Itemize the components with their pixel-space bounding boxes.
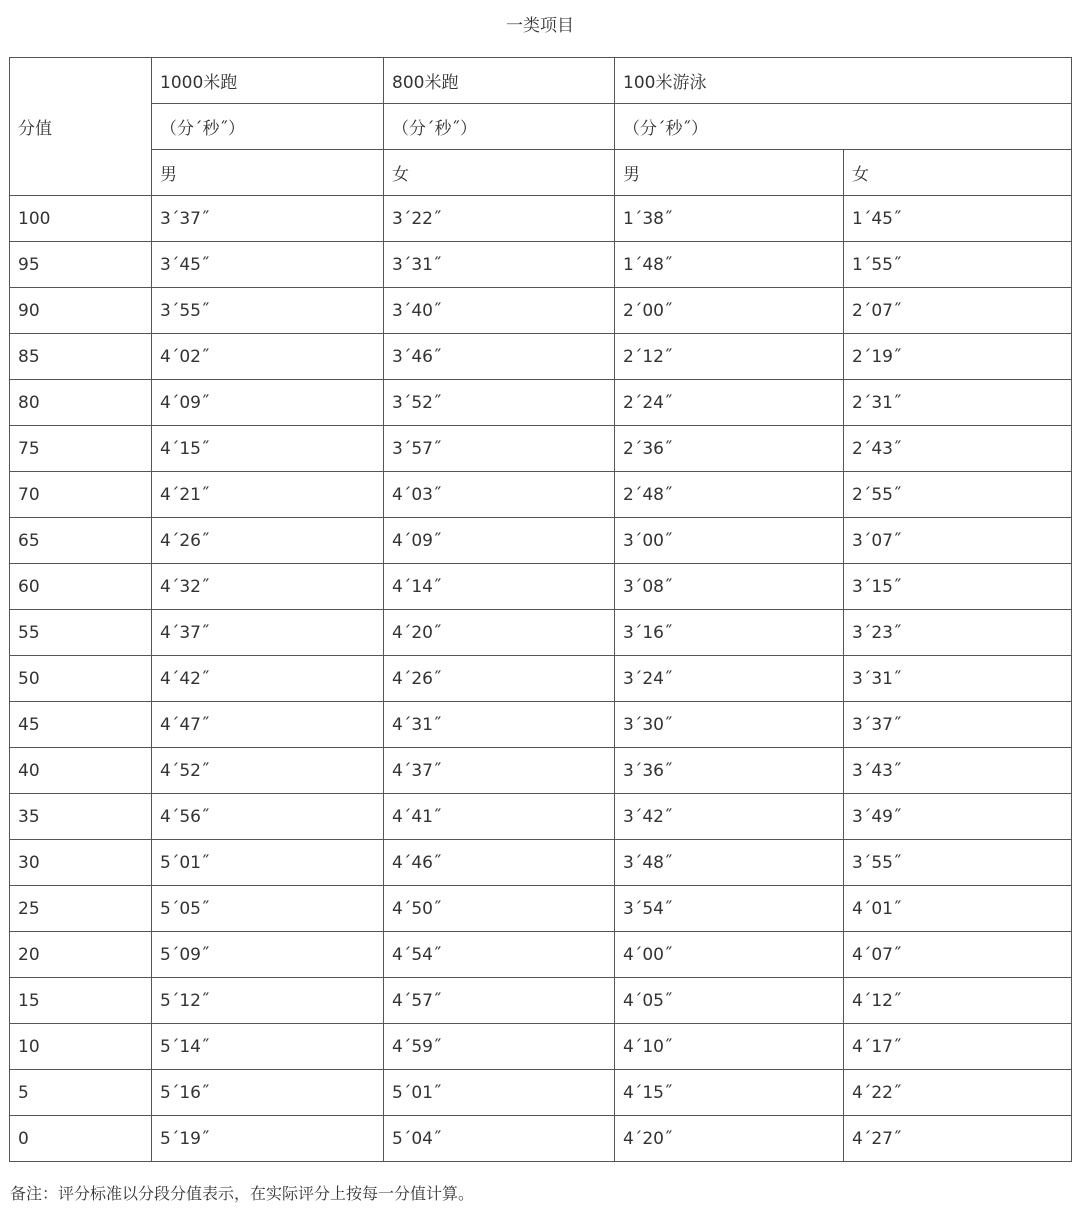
- table-row: [10, 1070, 1072, 1116]
- cell-swim-female: 3´43˝: [844, 748, 1072, 794]
- cell-score: 50: [10, 656, 152, 702]
- cell-swim-female: 4´22˝: [844, 1070, 1072, 1116]
- header-1000m: 1000米跑: [152, 58, 384, 104]
- cell-1000m-male: 5´16˝: [152, 1070, 384, 1116]
- cell-swim-male: 2´48˝: [615, 472, 844, 518]
- cell-1000m-male: 4´21˝: [152, 472, 384, 518]
- table-row: [10, 932, 1072, 978]
- cell-swim-male: 4´05˝: [615, 978, 844, 1024]
- cell-score: 0: [10, 1116, 152, 1162]
- cell-score: 80: [10, 380, 152, 426]
- cell-800m-female: 4´59˝: [384, 1024, 615, 1070]
- cell-swim-male: 2´24˝: [615, 380, 844, 426]
- header-row-1: [10, 58, 1072, 104]
- cell-swim-male: 3´42˝: [615, 794, 844, 840]
- header-swim-female: 女: [844, 150, 1072, 196]
- cell-swim-male: 3´24˝: [615, 656, 844, 702]
- cell-800m-female: 4´03˝: [384, 472, 615, 518]
- cell-1000m-male: 4´56˝: [152, 794, 384, 840]
- cell-800m-female: 5´04˝: [384, 1116, 615, 1162]
- cell-score: 70: [10, 472, 152, 518]
- cell-score: 30: [10, 840, 152, 886]
- table-row: [10, 288, 1072, 334]
- table-row: [10, 334, 1072, 380]
- cell-800m-female: 4´57˝: [384, 978, 615, 1024]
- cell-800m-female: 4´14˝: [384, 564, 615, 610]
- cell-1000m-male: 4´02˝: [152, 334, 384, 380]
- cell-swim-female: 2´43˝: [844, 426, 1072, 472]
- cell-swim-female: 3´31˝: [844, 656, 1072, 702]
- cell-swim-female: 3´07˝: [844, 518, 1072, 564]
- table-row: [10, 702, 1072, 748]
- cell-1000m-male: 4´32˝: [152, 564, 384, 610]
- header-100m-swim: 100米游泳: [615, 58, 1072, 104]
- header-swim-male: 男: [615, 150, 844, 196]
- cell-score: 60: [10, 564, 152, 610]
- cell-score: 55: [10, 610, 152, 656]
- cell-1000m-male: 5´12˝: [152, 978, 384, 1024]
- table-row: [10, 380, 1072, 426]
- cell-1000m-male: 4´42˝: [152, 656, 384, 702]
- header-unit-swim: （分´秒˝）: [615, 104, 1072, 150]
- cell-1000m-male: 4´26˝: [152, 518, 384, 564]
- cell-score: 40: [10, 748, 152, 794]
- cell-swim-male: 4´15˝: [615, 1070, 844, 1116]
- cell-800m-female: 3´52˝: [384, 380, 615, 426]
- table-row: [10, 886, 1072, 932]
- cell-swim-male: 3´08˝: [615, 564, 844, 610]
- cell-swim-female: 4´17˝: [844, 1024, 1072, 1070]
- table-row: [10, 472, 1072, 518]
- cell-swim-male: 4´20˝: [615, 1116, 844, 1162]
- cell-score: 35: [10, 794, 152, 840]
- cell-1000m-male: 5´05˝: [152, 886, 384, 932]
- cell-swim-female: 3´55˝: [844, 840, 1072, 886]
- cell-score: 20: [10, 932, 152, 978]
- table-row: [10, 242, 1072, 288]
- cell-swim-male: 2´36˝: [615, 426, 844, 472]
- cell-swim-female: 2´31˝: [844, 380, 1072, 426]
- cell-score: 100: [10, 196, 152, 242]
- table-row: [10, 978, 1072, 1024]
- cell-1000m-male: 4´47˝: [152, 702, 384, 748]
- cell-800m-female: 4´54˝: [384, 932, 615, 978]
- table-row: [10, 1116, 1072, 1162]
- cell-800m-female: 4´50˝: [384, 886, 615, 932]
- cell-800m-female: 3´40˝: [384, 288, 615, 334]
- cell-swim-male: 4´00˝: [615, 932, 844, 978]
- cell-1000m-male: 3´45˝: [152, 242, 384, 288]
- header-800m-female: 女: [384, 150, 615, 196]
- cell-swim-female: 1´45˝: [844, 196, 1072, 242]
- cell-swim-male: 1´48˝: [615, 242, 844, 288]
- header-row-3: [10, 150, 1072, 196]
- cell-1000m-male: 5´09˝: [152, 932, 384, 978]
- table-row: [10, 518, 1072, 564]
- cell-swim-male: 4´10˝: [615, 1024, 844, 1070]
- cell-score: 65: [10, 518, 152, 564]
- cell-swim-female: 3´23˝: [844, 610, 1072, 656]
- cell-swim-female: 3´49˝: [844, 794, 1072, 840]
- cell-swim-female: 1´55˝: [844, 242, 1072, 288]
- cell-1000m-male: 4´09˝: [152, 380, 384, 426]
- cell-swim-male: 3´30˝: [615, 702, 844, 748]
- cell-800m-female: 3´22˝: [384, 196, 615, 242]
- cell-score: 90: [10, 288, 152, 334]
- page-title: 一类项目: [506, 16, 574, 36]
- cell-swim-male: 2´12˝: [615, 334, 844, 380]
- table-row: [10, 426, 1072, 472]
- cell-800m-female: 3´46˝: [384, 334, 615, 380]
- cell-swim-male: 1´38˝: [615, 196, 844, 242]
- cell-swim-female: 2´07˝: [844, 288, 1072, 334]
- table-row: [10, 1024, 1072, 1070]
- cell-swim-male: 3´16˝: [615, 610, 844, 656]
- cell-score: 15: [10, 978, 152, 1024]
- cell-swim-female: 4´27˝: [844, 1116, 1072, 1162]
- cell-800m-female: 4´37˝: [384, 748, 615, 794]
- header-row-2: [10, 104, 1072, 150]
- cell-score: 45: [10, 702, 152, 748]
- cell-800m-female: 4´26˝: [384, 656, 615, 702]
- header-800m: 800米跑: [384, 58, 615, 104]
- cell-swim-male: 2´00˝: [615, 288, 844, 334]
- cell-swim-male: 3´00˝: [615, 518, 844, 564]
- cell-800m-female: 4´20˝: [384, 610, 615, 656]
- table-row: [10, 656, 1072, 702]
- cell-swim-male: 3´36˝: [615, 748, 844, 794]
- cell-800m-female: 3´31˝: [384, 242, 615, 288]
- cell-1000m-male: 4´37˝: [152, 610, 384, 656]
- cell-800m-female: 4´31˝: [384, 702, 615, 748]
- header-score: 分值: [10, 58, 152, 196]
- cell-800m-female: 3´57˝: [384, 426, 615, 472]
- cell-1000m-male: 5´19˝: [152, 1116, 384, 1162]
- table-row: [10, 794, 1072, 840]
- cell-1000m-male: 4´52˝: [152, 748, 384, 794]
- header-unit-800m: （分´秒˝）: [384, 104, 615, 150]
- cell-1000m-male: 3´37˝: [152, 196, 384, 242]
- cell-swim-male: 3´54˝: [615, 886, 844, 932]
- cell-score: 85: [10, 334, 152, 380]
- table-row: [10, 748, 1072, 794]
- footnote: 备注：评分标准以分段分值表示，在实际评分上按每一分值计算。: [10, 1184, 475, 1203]
- table-row: [10, 564, 1072, 610]
- cell-1000m-male: 5´01˝: [152, 840, 384, 886]
- cell-swim-female: 2´19˝: [844, 334, 1072, 380]
- table-row: [10, 610, 1072, 656]
- cell-score: 5: [10, 1070, 152, 1116]
- cell-swim-female: 2´55˝: [844, 472, 1072, 518]
- cell-800m-female: 4´09˝: [384, 518, 615, 564]
- cell-1000m-male: 5´14˝: [152, 1024, 384, 1070]
- cell-800m-female: 4´41˝: [384, 794, 615, 840]
- cell-score: 75: [10, 426, 152, 472]
- cell-800m-female: 5´01˝: [384, 1070, 615, 1116]
- cell-swim-female: 4´12˝: [844, 978, 1072, 1024]
- cell-1000m-male: 4´15˝: [152, 426, 384, 472]
- cell-score: 25: [10, 886, 152, 932]
- table-row: [10, 196, 1072, 242]
- cell-swim-male: 3´48˝: [615, 840, 844, 886]
- header-unit-1000m: （分´秒˝）: [152, 104, 384, 150]
- cell-score: 10: [10, 1024, 152, 1070]
- header-1000m-male: 男: [152, 150, 384, 196]
- cell-swim-female: 4´07˝: [844, 932, 1072, 978]
- cell-score: 95: [10, 242, 152, 288]
- cell-swim-female: 3´37˝: [844, 702, 1072, 748]
- cell-swim-female: 4´01˝: [844, 886, 1072, 932]
- cell-1000m-male: 3´55˝: [152, 288, 384, 334]
- score-table: [9, 57, 1072, 1162]
- table-row: [10, 840, 1072, 886]
- cell-swim-female: 3´15˝: [844, 564, 1072, 610]
- cell-800m-female: 4´46˝: [384, 840, 615, 886]
